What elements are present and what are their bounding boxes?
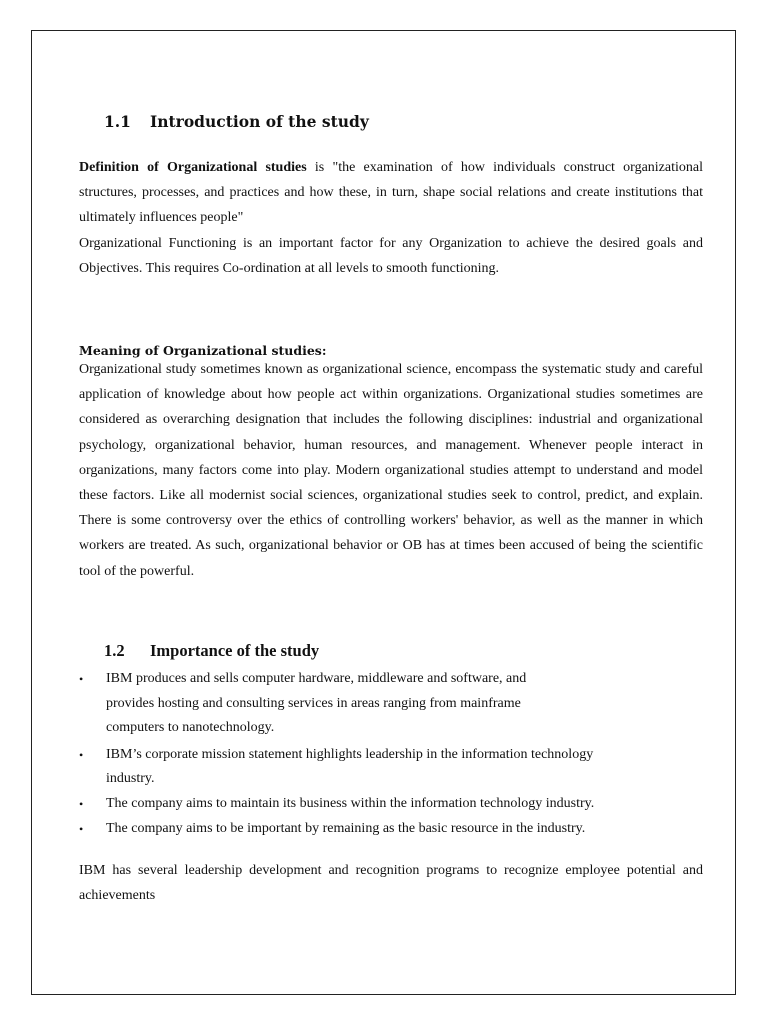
- meaning-heading: Meaning of Organizational studies:: [79, 343, 327, 358]
- bullet-icon: •: [79, 821, 84, 836]
- section-title: Importance of the study: [150, 641, 320, 660]
- section-heading-importance: [104, 641, 319, 661]
- section-title: Introduction of the study: [150, 112, 369, 131]
- bullet-line: industry.: [106, 771, 155, 787]
- bullet-line: The company aims to be important by remaining as the basic resource in the industry.: [106, 820, 586, 836]
- bullet-icon: •: [79, 796, 84, 811]
- bullet-item: [79, 817, 703, 842]
- bullet-line: The company aims to maintain its business within the information technology industry.: [106, 795, 595, 811]
- definition-text: is "the examination of how individuals construct organizational structures, processes, and practices and how these, in turn, shape social relations and create institutions that ultimately influences people": [79, 160, 703, 226]
- meaning-text: Organizational study sometimes known as organizational science, encompass the systematic study and careful application of knowledge about how people act within organizations. Organizational studies sometimes are considered as overarching designation that includes the following disciplines: industrial and organizational psychology, organizational behavior, human resources, and management. Whenever people interact in organizations, many factors come into play. Modern organizational studies attempt to understand and model these factors. Like all modernist social sciences, organizational studies seek to control, predict, and explain. There is some controversy over the ethics of controlling workers' behavior, as well as the manner in which workers are treated. As such, organizational behavior or OB has at times been accused of being the scientific tool of the powerful.: [79, 362, 703, 579]
- importance-bullet-list: [79, 667, 703, 841]
- section-number: 1.1: [104, 112, 131, 131]
- bullet-icon: •: [79, 672, 84, 686]
- closing-paragraph: [79, 858, 703, 908]
- closing-text: IBM has several leadership development and recognition programs to recognize employee potential and achievements: [79, 863, 703, 904]
- functioning-text: Organizational Functioning is an important factor for any Organization to achieve the desired goals and Objectives. This requires Co-ordination at all levels to smooth functioning.: [79, 236, 703, 277]
- bullet-item: [79, 792, 703, 817]
- meaning-block: [79, 341, 703, 584]
- definition-term: Definition of Organizational studies: [79, 160, 307, 175]
- section-heading-introduction: [104, 112, 369, 132]
- bullet-item: [79, 667, 703, 741]
- bullet-line: provides hosting and consulting services in areas ranging from mainframe: [106, 695, 521, 711]
- definition-paragraph: [79, 155, 703, 231]
- bullet-line: IBM’s corporate mission statement highlights leadership in the information technology: [106, 746, 594, 762]
- functioning-paragraph: [79, 231, 703, 281]
- section-number: 1.2: [104, 641, 125, 660]
- bullet-line: computers to nanotechnology.: [106, 720, 275, 736]
- bullet-item: [79, 743, 703, 792]
- bullet-icon: •: [79, 747, 84, 762]
- bullet-line: IBM produces and sells computer hardware, middleware and software, and: [106, 671, 527, 686]
